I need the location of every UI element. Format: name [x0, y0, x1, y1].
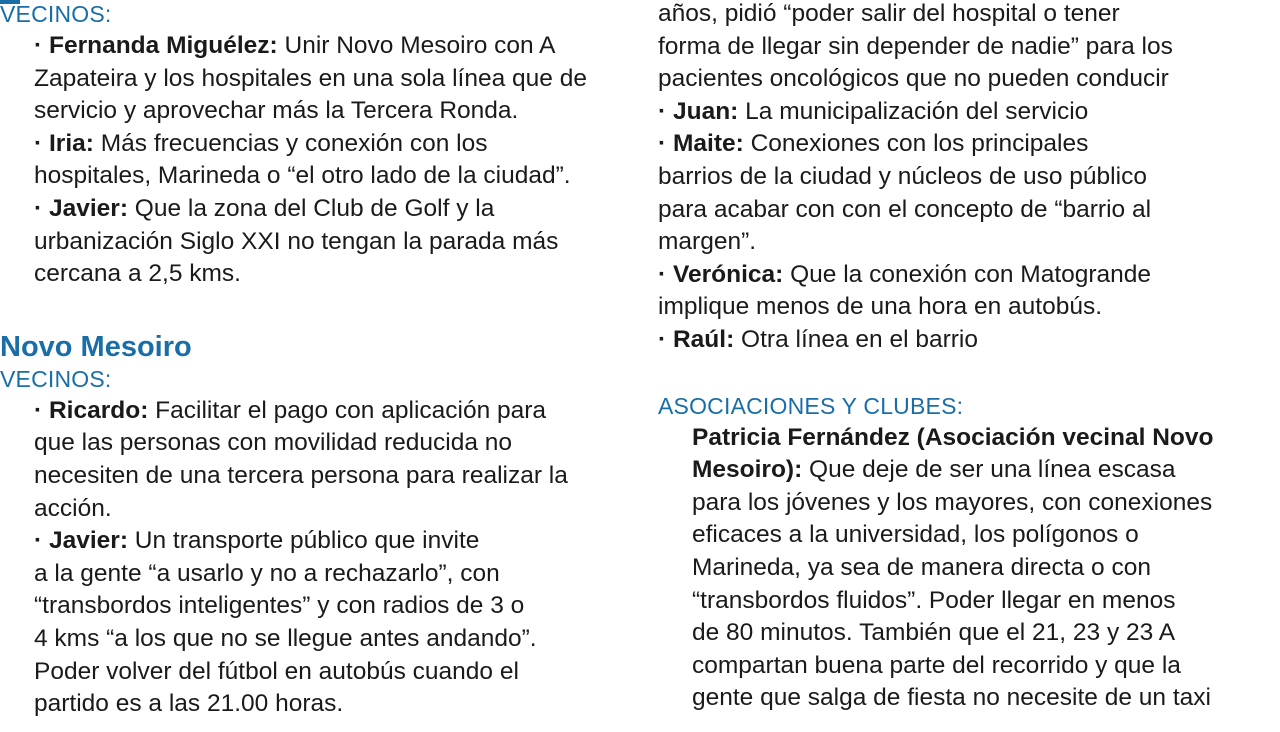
list-item: · Fernanda Miguélez: Unir Novo Mesoiro con A Zapateira y los hospitales en una sola línea que de servicio y aprovechar más la Tercera Ronda.: [34, 32, 587, 125]
entry-name: Patricia Fernández (Asociación vecinal Novo: [692, 423, 1214, 451]
bullet: ·: [658, 325, 667, 353]
bullet: ·: [34, 396, 43, 424]
bullet: ·: [34, 32, 43, 59]
entry-name: Ricardo:: [48, 396, 149, 424]
top-entries: [0, 30, 640, 291]
entry-name: Maite:: [672, 130, 744, 158]
group-label-vecinos: VECINOS:: [0, 365, 112, 392]
entry-name: Fernanda Miguélez:: [48, 32, 278, 59]
left-column: [0, 0, 640, 721]
bullet: ·: [658, 97, 667, 125]
bullet: ·: [34, 129, 43, 157]
list-item: · Ricardo: Facilitar el pago con aplicación para que las personas con movilidad reducida no necesiten de una tercera persona para realizar la acción.: [34, 396, 568, 522]
entry-name: Javier:: [48, 527, 128, 555]
list-item: Patricia Fernández (Asociación vecinal Novo Mesoiro): Que deje de ser una línea escasa para los jóvenes y los mayores, con conexiones eficaces a la universidad, los polígonos o Marineda, ya sea de manera directa o con “transbordos fluidos”. Poder llegar en menos de 80 minutos. También que el 21, 23 y 23 A compartan buena parte del recorrido y que la gente que salga de fiesta no necesite de un taxi: [692, 422, 1278, 715]
group-label-asociaciones: ASOCIACIONES Y CLUBES:: [658, 392, 964, 419]
section-title-novo-mesoiro: Novo Mesoiro: [0, 330, 192, 363]
group-label-vecinos-top: VECINOS:: [0, 1, 112, 27]
association-entry: [658, 422, 1278, 715]
list-item: · Verónica: Que la conexión con Matogrande implique menos de una hora en autobús.: [658, 260, 1152, 321]
list-item: · Javier: Que la zona del Club de Golf y la urbanización Siglo XXI no tengan la parada más cercana a 2,5 kms.: [34, 194, 559, 288]
bullet: ·: [658, 130, 667, 158]
list-item: · Iria: Más frecuencias y conexión con los hospitales, Marineda o “el otro lado de la ciudad”.: [34, 129, 571, 190]
list-item: · Maite: Conexiones con los principales barrios de la ciudad y núcleos de uso público para acabar con con el concepto de “barrio al margen”.: [658, 130, 1152, 256]
entry-name: Iria:: [48, 129, 94, 157]
entry-name: Juan:: [672, 97, 739, 125]
bullet: ·: [34, 527, 43, 555]
entry-name: Raúl:: [672, 325, 735, 353]
section-entries: [0, 395, 640, 721]
right-column: [658, 0, 1278, 715]
bullet: ·: [34, 194, 43, 222]
list-item: · Juan: La municipalización del servicio: [658, 97, 1089, 125]
entry-name: Mesoiro):: [692, 456, 803, 484]
entry-name: Javier:: [48, 194, 128, 222]
continuation-text: años, pidió “poder salir del hospital o tener forma de llegar sin depender de nadie” para los pacientes oncológicos que no pueden conducir: [658, 0, 1173, 93]
list-item: · Javier: Un transporte público que invite a la gente “a usarlo y no a rechazarlo”, con “transbordos inteligentes” y con radios de 3 o 4 kms “a los que no se llegue antes andando”. Poder volver del fútbol en autobús cuando el partido es a las 21.00 horas.: [34, 527, 537, 718]
entry-name: Verónica:: [672, 260, 784, 288]
bullet: ·: [658, 260, 667, 288]
list-item: · Raúl: Otra línea en el barrio: [658, 325, 979, 353]
